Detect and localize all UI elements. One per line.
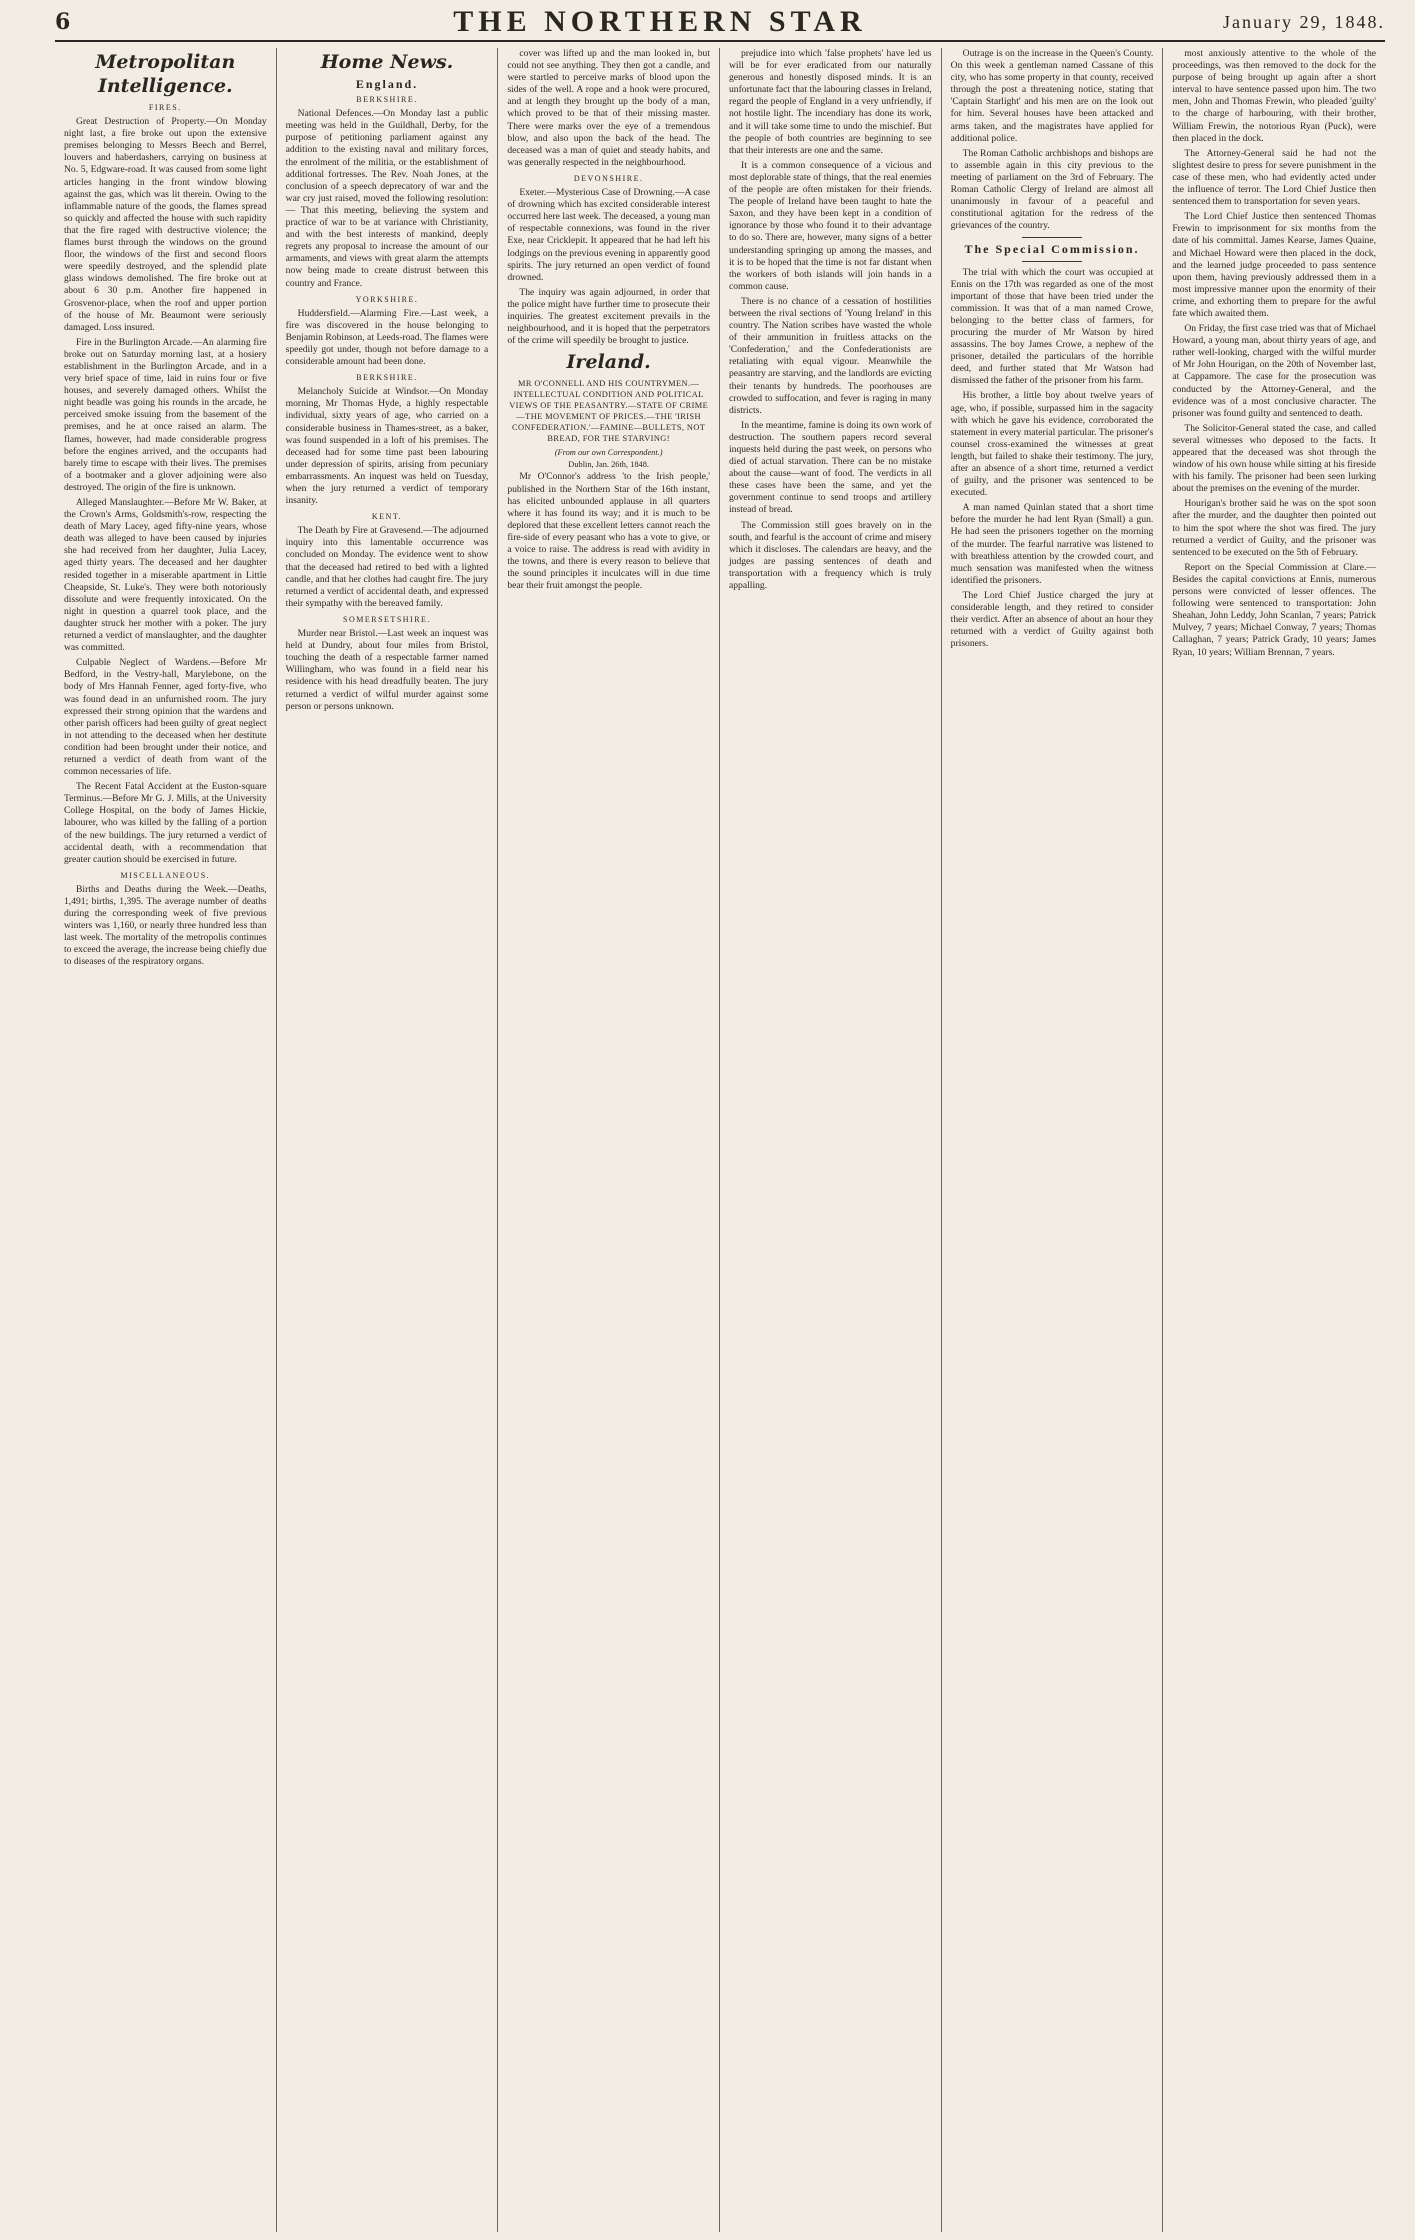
column-4 (720, 48, 942, 2232)
column-5 (942, 48, 1164, 2232)
section-heading-metropolitan: Metropolitan Intelligence. (95, 51, 236, 97)
article-text: Hourigan's brother said he was on the spot soon after the murder, and the daughter then pointed out to him the spot where the shot was fired. The jury returned a verdict of Guilty, and the prisoner was sentenced to be executed on the 5th of February. (1172, 498, 1376, 558)
section-heading-home-news: Home News. (320, 51, 454, 73)
sub-heading-england: England. (355, 77, 419, 91)
dateline: (From our own Correspondent.) (554, 448, 663, 458)
column-2 (277, 48, 499, 2232)
article-text: Alleged Manslaughter.—Before Mr W. Baker, at the Crown's Arms, Goldsmith's-row, respecting the death of Mary Lacey, aged fifty-nine years, whose death was alleged to have been caused by injuries she had received from her daughter, Julia Lacey, aged thirty years. The deceased and her daughter resided together in a miserable apartment in Little Cheapside, St. Luke's. They were both notoriously dissolute and were frequently intoxicated. On the night in question a quarrel took place, and the daughter struck her mother with a poker. The jury returned a verdict of manslaughter, and the daughter was committed. (64, 497, 267, 654)
dateline-date: Dublin, Jan. 26th, 1848. (568, 460, 650, 470)
article-text: On Friday, the first case tried was that of Michael Howard, a young man, about thirty years of age, and rather well-looking, charged with the wilful murder of Mr John Hourigan, on the 20th of November last, at Cappamore. The case for the prosecution was conducted by the Attorney-General, and the evidence was of a most conclusive character. The prisoner was found guilty and sentenced to death. (1172, 323, 1376, 419)
article-text: Fire in the Burlington Arcade.—An alarming fire broke out on Saturday morning last, at a hosiery establishment in the Burlington Arcade, and in a very brief space of time, laid in ruins four or five houses, and severely damaged others. Whilst the night beadle was going his rounds in the arcade, he perceived smoke issuing from the basement of the premises, and he at once raised an alarm. The flames, however, had made considerable progress before the engines arrived, and the occupants had barely time to escape with their lives. The premises of a bootmaker and a glover adjoining were also destroyed. The origin of the fire is unknown. (64, 336, 267, 493)
article-text: The Death by Fire at Gravesend.—The adjourned inquiry into this lamentable occurrence was concluded on Monday. The evidence went to show that the deceased had retired to bed with a lighted candle, and that her clothes had caught fire. The jury returned a verdict of accidental death, and expressed their sympathy with the bereaved family. (285, 525, 489, 609)
section-divider (1022, 237, 1083, 238)
section-heading-ireland: Ireland. (566, 351, 651, 374)
section-heading-special-commission: The Special Commission. (964, 242, 1140, 257)
article-text: The inquiry was again adjourned, in order that the police might have further time to prosecute their inquiries. The greatest excitement prevails in the neighbourhood, and it is hoped that the perpetrators of the crime will speedily be brought to justice. (507, 286, 710, 347)
article-text: The trial with which the court was occupied at Ennis on the 17th was regarded as one of the most important of those that have been tried under the commission. It was that of a man named Crowe, belonging to the better class of farmers, for procuring the murder of Mr Watson by hired assassins. The boy James Crowe, a nephew of the prisoner, detailed the particulars of the horrible deed, and further stated that Mr Watson had dismissed the father of the prisoner from his farm. (950, 266, 1154, 387)
article-text: Outrage is on the increase in the Queen's County. On this week a gentleman named Cassane of this city, who has some property in that county, received through the post a threatening notice, stating that 'Captain Starlight' and his men are on the look out for him. Several houses have been attacked and arms taken, and the magistrates have applied for additional police. (950, 48, 1154, 144)
article-text: Exeter.—Mysterious Case of Drowning.—A case of drowning which has excited considerable interest occurred here last week. The deceased, a young man of respectable connexions, was found in the river Exe, near Cricklepit. It appeared that he had left his lodgings on the previous evening in apparently good spirits. The jury returned an open verdict of found drowned. (507, 187, 710, 283)
kicker-county: SOMERSETSHIRE. (343, 614, 431, 624)
column-6 (1163, 48, 1385, 2232)
column-grid (55, 48, 1385, 2232)
article-text: It is a common consequence of a vicious and most deplorable state of things, that the real enemies of the people are often mistaken for their friends. The people of Ireland have been taught to hate the Saxon, and they have been kept in a condition of ignorance by those who found it to their advantage to do so. There are, however, many signs of a better understanding springing up among the masses, and it is to be hoped that the time is not far distant when the workers of both islands will join hands in a common cause. (729, 159, 932, 292)
article-text: prejudice into which 'false prophets' have led us will be for ever eradicated from our naturally generous and honestly disposed minds. It is an unfortunate fact that the labouring classes in Ireland, regard the people of England in a very unfriendly, if not hostile light. The incendiary has done its work, and it will take some time to undo the mischief. But the people of both countries are beginning to see that their interests are one and the same. (729, 48, 932, 156)
article-text: In the meantime, famine is doing its own work of destruction. The southern papers record several inquests held during the past week, on persons who died of actual starvation. There can be no mistake about the cause—want of food. The verdicts in all these cases have been the same, and yet the government continue to send troops and artillery instead of bread. (729, 419, 932, 516)
masthead (55, 4, 1385, 42)
article-text: Culpable Neglect of Wardens.—Before Mr Bedford, in the Vestry-hall, Marylebone, on the body of Mrs Hannah Fenner, aged forty-five, who was found dead in an unfurnished room. The jury expressed their strong opinion that the wardens and other parish officers had been guilty of great neglect in not attending to the deceased when her destitute condition had been brought under their notice, and returned a verdict of death from want of the common necessaries of life. (64, 657, 267, 778)
newspaper-title: THE NORTHERN STAR (453, 5, 867, 38)
kicker-county: YORKSHIRE. (355, 294, 419, 304)
article-text: The Solicitor-General stated the case, and called several witnesses who deposed to the facts. It appeared that the deceased was shot through the window of his own house while sitting at his fireside with his family. The prisoner had been seen lurking about the premises on the evening of the murder. (1172, 422, 1376, 495)
article-text: Great Destruction of Property.—On Monday night last, a fire broke out upon the extensive premises belonging to Messrs Beech and Berrel, louvers and haberdashers, carrying on business at No. 5, Edgware-road. It was caused from some light articles hanging in the front window blowing against the gas, which was lit therein. Owing to the inflammable nature of the goods, the flames spread so quickly and affected the house with such rapidity that the fire raged with destructive violence; the flames burst through the windows on the ground floor, the windows of the first and second floors were speedily destroyed, and the splendid plate glass windows demolished. The fire broke out at about 6 30 p.m. Another fire happened in Grosvenor-place, when the roof and upper portion of the house of Mr. Beaumont were seriously damaged. Loss insured. (64, 116, 267, 333)
article-text: Huddersfield.—Alarming Fire.—Last week, a fire was discovered in the house belonging to Benjamin Robinson, at Leeds-road. The flames were speedily got under, though not before damage to a considerable amount had been done. (285, 307, 489, 368)
article-text: Mr O'Connor's address 'to the Irish people,' published in the Northern Star of the 16th instant, has elicited unbounded applause in all quarters where it has found its way; and it is much to be deplored that these excellent letters cannot reach the fire-side of every peasant who has a vote to give, or a voice to raise. The address is read with avidity in the towns, and there is every reason to believe that the sound principles it inculcates will in due time bear their fruit amongst the people. (507, 471, 710, 592)
kicker-county: KENT. (371, 512, 403, 522)
kicker-fires: FIRES. (148, 103, 182, 112)
article-text: The Lord Chief Justice then sentenced Thomas Frewin to imprisonment for six months from the date of his committal. James Kearse, James Quaine, and Michael Howard were then placed in the dock, and the learned judge proceeded to pass sentence upon them, having previously addressed them in a most impressive manner upon the enormity of their crime, and exhorting them to prepare for the awful fate which awaited them. (1172, 211, 1376, 319)
article-text: National Defences.—On Monday last a public meeting was held in the Guildhall, Derby, for the purpose of petitioning parliament against any addition to the existing naval and military forces, the enrolment of the militia, or the establishment of additional fortresses. The Rev. Noah Jones, at the conclusion of a speech deprecatory of war and the war cry just raised, moved the following resolution:— That this meeting, believing the system and practice of war to be at variance with Christianity, and with the best interests of mankind, deeply regrets any proposal to increase the amount of our armaments, and views with great alarm the attempts now being made to create distrust between this country and France. (285, 108, 489, 289)
article-text: Births and Deaths during the Week.—Deaths, 1,491; births, 1,395. The average number of deaths during the corresponding week of five previous winters was 1,160, or nearly three hundred less than last week. The mortality of the metropolis continues to exceed the average, the increase being chiefly due to diseases of the respiratory organs. (64, 883, 267, 968)
article-text: The Attorney-General said he had not the slightest desire to press for severe punishment in the case of these men, who had evidently acted under the influence of terror. The Lord Chief Justice then sentenced them to transportation for seven years. (1172, 147, 1376, 208)
issue-date: January 29, 1848. (1223, 11, 1385, 32)
article-text: Melancholy Suicide at Windsor.—On Monday morning, Mr Thomas Hyde, a highly respectable individual, sixty years of age, who carried on a considerable business in Thames-street, as a baker, was found suspended in a loft of his premises. The deceased had for some time past been labouring under depression of spirits, arising from pecuniary embarrassments. An inquest was held on Tuesday, when the jury returned a verdict of temporary insanity. (285, 386, 489, 507)
story-headline: MR O'CONNELL AND HIS COUNTRYMEN.—INTELLECTUAL CONDITION AND POLITICAL VIEWS OF THE PEASANTRY.—STATE OF CRIME—THE MOVEMENT OF PRICES.—THE 'IRISH CONFEDERATION.'—FAMINE—BULLETS, NOT BREAD, FOR THE STARVING! (509, 379, 709, 444)
kicker-county: BERKSHIRE. (356, 95, 418, 105)
column-3 (498, 48, 720, 2232)
article-text: The Recent Fatal Accident at the Euston-square Terminus.—Before Mr G. J. Mills, at the University College Hospital, on the body of James Hickie, labourer, who was killed by the falling of a portion of the new buildings. The jury returned a verdict of accidental death, with a recommendation that greater caution should be exercised in future. (64, 781, 267, 865)
article-text: Murder near Bristol.—Last week an inquest was held at Dundry, about four miles from Bristol, touching the death of a respectable farmer named Willingham, who was found in a field near his residence with his head dreadfully beaten. The jury returned a verdict of wilful murder against some person or persons unknown. (285, 628, 489, 712)
article-text: most anxiously attentive to the whole of the proceedings, was then removed to the dock for the purpose of being brought up again after a short interval to have sentence passed upon him. The two men, John and Thomas Frewin, who pleaded 'guilty' to the charge of harbouring, with their brother, William Frewin, the notorious Ryan (Puck), were then placed in the dock. (1172, 48, 1376, 144)
column-1 (55, 48, 277, 2232)
article-text: cover was lifted up and the man looked in, but could not see anything. They then got a candle, and were startled to perceive marks of blood upon the sides of the well. A rope and a hook were procured, and at length they brought up the body of a man, which proved to be that of their missing master. There were marks over the eye of a tremendous blow, and also upon the back of the head. The deceased was a man of quiet and steady habits, and was generally respected in the neighbourhood. (507, 48, 710, 168)
kicker-county: BERKSHIRE. (356, 373, 418, 383)
page-number: 6 (55, 9, 71, 35)
article-text: There is no chance of a cessation of hostilities between the rival sections of 'Young Ireland' in this country. The Nation scribes have wasted the whole of their ammunition in fruitless attacks on the 'Confederation,' and the Confederationists are retaliating with equal vigour. Meanwhile the peasantry are starving, and the landlords are evicting their tenants by hundreds. The poorhouses are crowded to suffocation, and fever is raging in many districts. (729, 295, 932, 416)
kicker-miscellaneous: MISCELLANEOUS. (120, 870, 211, 880)
article-text: His brother, a little boy about twelve years of age, who, if possible, surpassed him in the sagacity with which he gave his evidence, corroborated the statement in every material particular. The prisoner's counsel cross-examined the witnesses at great length, but failed to shake their testimony. The jury, after an absence of a short time, returned a verdict of guilty, and the prisoner was sentenced to be executed. (950, 390, 1154, 499)
article-text: Report on the Special Commission at Clare.—Besides the capital convictions at Ennis, numerous persons were convicted of lesser offences. The following were sentenced to transportation: John Sheahan, John Leddy, John Scanlan, 7 years; Patrick Mulvey, 7 years; Michael Conway, 7 years; Thomas Callaghan, 7 years; Patrick Grady, 10 years; James Ryan, 10 years; William Brennan, 7 years. (1172, 561, 1376, 658)
kicker-county: DEVONSHIRE. (573, 173, 644, 183)
article-text: The Lord Chief Justice charged the jury at considerable length, and they retired to consider their verdict. After an absence of about an hour they returned with a verdict of Guilty against both prisoners. (950, 589, 1154, 650)
article-text: The Roman Catholic archbishops and bishops are to assemble again in this city previous to the meeting of parliament on the 3rd of February. The Roman Catholic Clergy of Ireland are almost all unanimously in favour of a peaceful and constitutional agitation for the redress of the grievances of the country. (950, 147, 1154, 232)
section-divider (1022, 261, 1083, 262)
article-text: A man named Quinlan stated that a short time before the murder he had lent Ryan (Small) a gun. He had seen the prisoners together on the morning of the murder. The fearful narrative was listened to with breathless attention by the crowded court, and much sensation was manifested when the witness identified the prisoners. (950, 502, 1154, 586)
article-text: The Commission still goes bravely on in the south, and fearful is the account of crime and misery which it discloses. The calendars are heavy, and the judges are passing sentences of death and transportation with a frequency which is truly appalling. (729, 519, 932, 592)
